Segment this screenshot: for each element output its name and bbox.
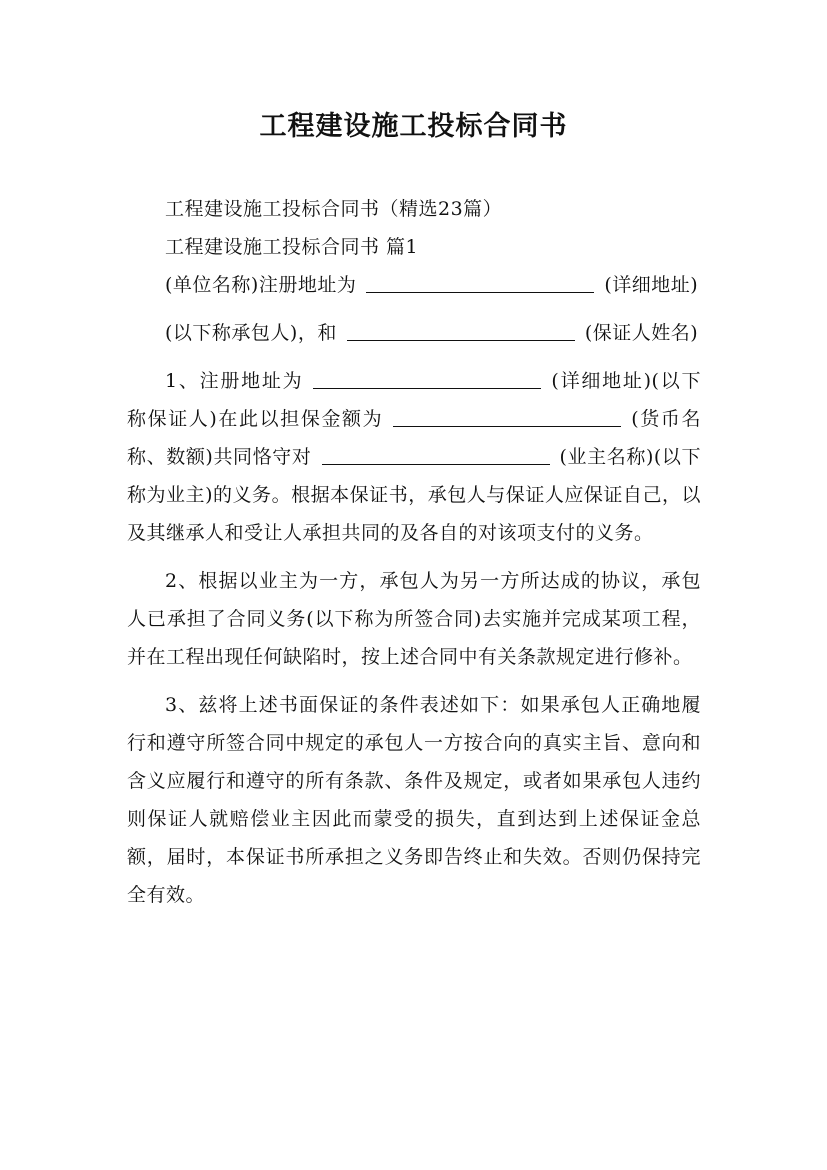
paragraph-text: (详细地址)(以下称保证人)在此以担保金额为 — [127, 370, 701, 430]
fill-in-blank — [393, 406, 621, 427]
paragraph-text: (货币名称、数额)共同恪守对 — [127, 408, 701, 468]
fill-in-blank — [313, 368, 541, 389]
paragraph-text: (单位名称)注册地址为 — [165, 274, 357, 296]
paragraph-contractor — [127, 314, 701, 352]
document-title: 工程建设施工投标合同书 — [259, 111, 568, 142]
paragraph-clause-3: 3、兹将上述书面保证的条件表述如下：如果承包人正确地履行和遵守所签合同中规定的承包人一方按合向的真实主旨、意向和含义应履行和遵守的所有条款、条件及规定，或者如果承包人违约则保证人就赔偿业主因此而蒙受的损失，直到达到上述保证金总额，届时，本保证书所承担之义务即告终止和失效。否则仍保持完全有效。 — [127, 694, 701, 906]
chapter-heading: 工程建设施工投标合同书 篇1 — [165, 236, 419, 258]
paragraph-clause-2: 2、根据以业主为一方，承包人为另一方所达成的协议，承包人已承担了合同义务(以下称为所签合同)去实施并完成某项工程，并在工程出现任何缺陷时，按上述合同中有关条款规定进行修补。 — [127, 570, 701, 668]
paragraph-text: (以下称承包人)，和 — [165, 322, 337, 344]
fill-in-blank — [322, 444, 550, 465]
paragraph-text: 1、注册地址为 — [165, 370, 304, 392]
fill-in-blank — [366, 272, 594, 293]
paragraph-clause-1 — [127, 362, 701, 552]
paragraph-text: (保证人姓名) — [584, 322, 699, 344]
document-body — [127, 190, 701, 914]
subtitle-line: 工程建设施工投标合同书（精选23篇） — [165, 198, 503, 220]
paragraph-unit-name — [127, 266, 701, 304]
paragraph-text: (业主名称)(以下称为业主)的义务。根据本保证书，承包人与保证人应保证自己，以及其继承人和受让人承担共同的及各自的对该项支付的义务。 — [127, 446, 701, 544]
paragraph-text: (详细地址) — [604, 274, 699, 296]
fill-in-blank — [347, 320, 575, 341]
